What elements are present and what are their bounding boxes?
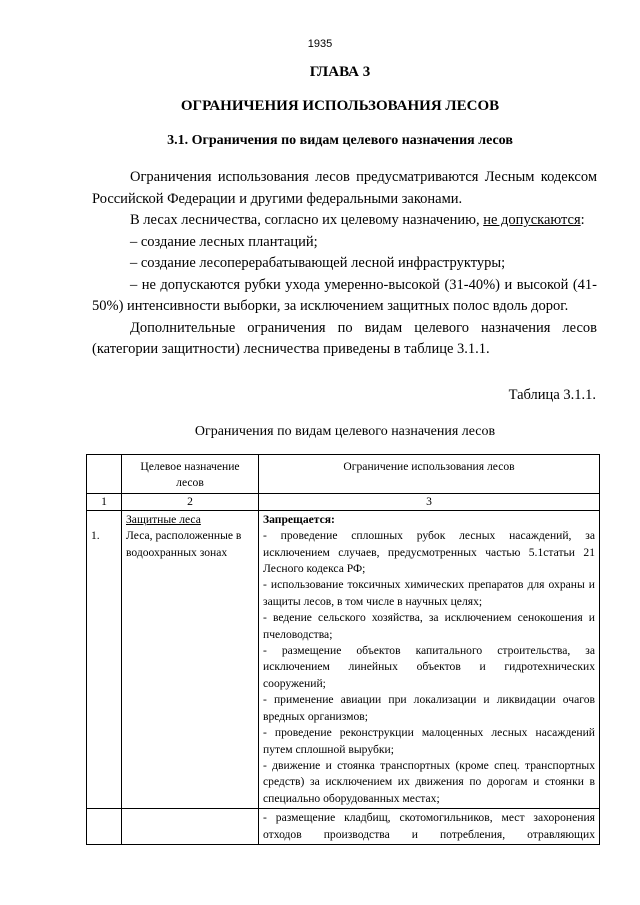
body-text	[92, 167, 597, 361]
page-number: 1935	[307, 38, 333, 50]
list-item: – создание лесоперерабатывающей лесной инфраструктуры;	[130, 255, 506, 271]
table-row	[87, 510, 600, 808]
table-header-row	[87, 455, 600, 494]
paragraph-restrictions-lead	[92, 210, 597, 232]
category-title: Защитные леса	[126, 512, 201, 526]
column-number-row	[87, 493, 600, 510]
restriction-cell	[259, 809, 600, 845]
column-number: 2	[122, 493, 259, 510]
restriction-item: - движение и стоянка транспортных (кроме спец. транспортных средств) за исключением их движения по дорогам и стоянки в специально оборудованных местах;	[263, 758, 595, 805]
restriction-cell	[259, 510, 600, 808]
restriction-item: - применение авиации при локализации и ликвидации очагов вредных организмов;	[263, 693, 595, 723]
chapter-label: ГЛАВА 3	[309, 64, 371, 80]
table-label: Таблица 3.1.1.	[508, 387, 596, 403]
paragraph-additional: Дополнительные ограничения по видам целевого назначения лесов (категории защитности) лесничества приведены в таблице 3.1.1.	[92, 319, 597, 357]
row-number	[87, 809, 122, 845]
row-number-value: 1.	[91, 528, 100, 542]
section-title: 3.1. Ограничения по видам целевого назначения лесов	[167, 133, 513, 148]
category-subtitle: Леса, расположенные в водоохранных зонах	[126, 529, 242, 559]
restriction-item: - проведение реконструкции малоценных лесных насаждений путем сплошной вырубки;	[263, 726, 595, 756]
restriction-item: - ведение сельского хозяйства, за исключением сенокошения и пчеловодства;	[263, 611, 595, 641]
table-row	[87, 809, 600, 845]
list-item: – создание лесных плантаций;	[130, 233, 318, 250]
paragraph-intro: Ограничения использования лесов предусматриваются Лесным кодексом Российской Федерации и другими федеральными законами.	[92, 169, 597, 207]
header-cell: Целевое назначение лесов	[122, 455, 259, 494]
emphasis-text: не допускаются	[483, 212, 581, 228]
list-item: – не допускаются рубки ухода умеренно-высокой (31-40%) и высокой (41-50%) интенсивности выборки, за исключением защитных полос вдоль дорог.	[92, 276, 597, 314]
restriction-item: - проведение сплошных рубок лесных насаждений, за исключением случаев, предусмотренных частью 5.1статьи 21 Лесного кодекса РФ;	[263, 529, 595, 576]
table-caption: Ограничения по видам целевого назначения лесов	[194, 424, 496, 439]
lead-text: В лесах лесничества, согласно их целевому назначению,	[130, 212, 484, 228]
restriction-item: - размещение кладбищ, скотомогильников, мест захоронения отходов производства и потребления, отравляющих	[263, 811, 595, 841]
restriction-item: - использование токсичных химических препаратов для охраны и защиты лесов, в том числе в научных целях;	[263, 578, 595, 608]
header-cell: Ограничение использования лесов	[259, 455, 600, 494]
restrictions-table	[86, 454, 600, 845]
row-number	[87, 510, 122, 808]
column-number: 3	[259, 493, 600, 510]
colon-text: :	[580, 212, 585, 228]
category-cell	[122, 809, 259, 845]
header-cell	[87, 455, 122, 494]
chapter-title: ОГРАНИЧЕНИЯ ИСПОЛЬЗОВАНИЯ ЛЕСОВ	[180, 98, 500, 114]
restriction-item: - размещение объектов капитального строительства, за исключением линейных объектов и гидротехнических сооружений;	[263, 644, 595, 690]
restriction-heading: Запрещается:	[263, 512, 335, 526]
category-cell	[122, 510, 259, 808]
column-number: 1	[87, 493, 122, 510]
